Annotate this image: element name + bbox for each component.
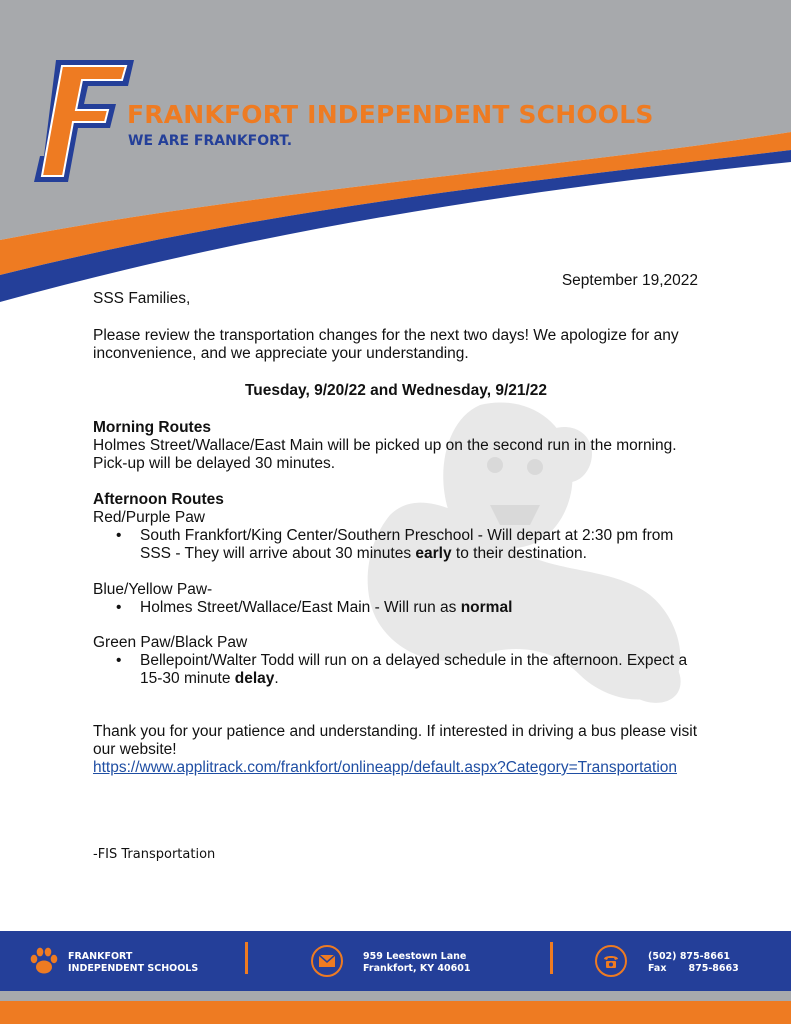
salutation: SSS Families, [93,290,191,307]
footer-address-line-1: 959 Leestown Lane [363,951,467,962]
morning-routes-line-2: Pick-up will be delayed 30 minutes. [93,455,336,472]
thanks-line-2: our website! [93,741,177,758]
afternoon-routes-heading: Afternoon Routes [93,491,224,508]
red-purple-line-1: • South Frankfort/King Center/Southern Preschool - Will depart at 2:30 pm from [140,527,674,544]
applitrack-link[interactable]: https://www.applitrack.com/frankfort/onlineapp/default.aspx?Category=Transportation [93,759,677,776]
footer-address-line-2: Frankfort, KY 40601 [363,962,471,974]
fax-label: Fax [648,962,667,974]
text-segment: to their destination. [451,545,587,562]
red-purple-list [93,527,703,563]
intro-line-2: inconvenience, and we appreciate your understanding. [93,345,469,362]
footer-phone: (502) 875-8661 [648,951,731,962]
blue-yellow-paw-label: Blue/Yellow Paw- [93,581,213,598]
morning-routes-heading: Morning Routes [93,419,211,436]
phone-icon [595,945,627,977]
paw-icon [29,947,59,975]
footer-name-line-1: FRANKFORT [68,951,133,962]
red-purple-paw-label: Red/Purple Paw [93,509,206,526]
text-segment: 15-30 minute [140,670,235,687]
list-item [140,652,703,688]
fax-number: 875-8663 [688,962,739,974]
dates-heading: Tuesday, 9/20/22 and Wednesday, 9/21/22 [244,382,548,399]
footer-name-line-2: INDEPENDENT SCHOOLS [68,962,199,974]
mail-icon [311,945,343,977]
list-item [140,527,703,563]
early-emphasis: early [415,545,452,562]
envelope-glyph [319,955,335,967]
green-black-list [93,652,703,688]
footer-fax [648,963,739,975]
thanks-line-1: Thank you for your patience and understanding. If interested in driving a bus please visit [93,723,698,740]
text-segment: . [274,670,279,687]
frankfort-f-logo [30,58,136,186]
list-item [140,599,703,617]
footer-divider [550,942,553,974]
intro-line-1: Please review the transportation changes for the next two days! We apologize for any [93,327,679,344]
blue-yellow-list [93,599,703,617]
footer-orange-stripe [0,1001,791,1024]
tagline: WE ARE FRANKFORT. [128,133,293,149]
signoff: -FIS Transportation [93,847,216,862]
text-segment: SSS - They will arrive about 30 minutes [140,545,416,562]
morning-routes-line-1: Holmes Street/Wallace/East Main will be picked up on the second run in the morning. [93,437,677,454]
delay-emphasis: delay [234,670,275,687]
green-black-paw-label: Green Paw/Black Paw [93,634,248,651]
green-black-line-2 [140,670,703,688]
school-name: FRANKFORT INDEPENDENT SCHOOLS [127,100,654,129]
text-segment: Holmes Street/Wallace/East Main - Will run as [140,599,461,616]
normal-emphasis: normal [460,599,513,616]
footer-gray-stripe [0,991,791,1001]
letter-date: September 19,2022 [561,272,698,289]
telephone-glyph [603,953,619,969]
footer-divider [245,942,248,974]
red-purple-line-2 [140,545,703,563]
green-black-line-1: • Bellepoint/Walter Todd will run on a delayed schedule in the afternoon. Expect a [140,652,688,669]
